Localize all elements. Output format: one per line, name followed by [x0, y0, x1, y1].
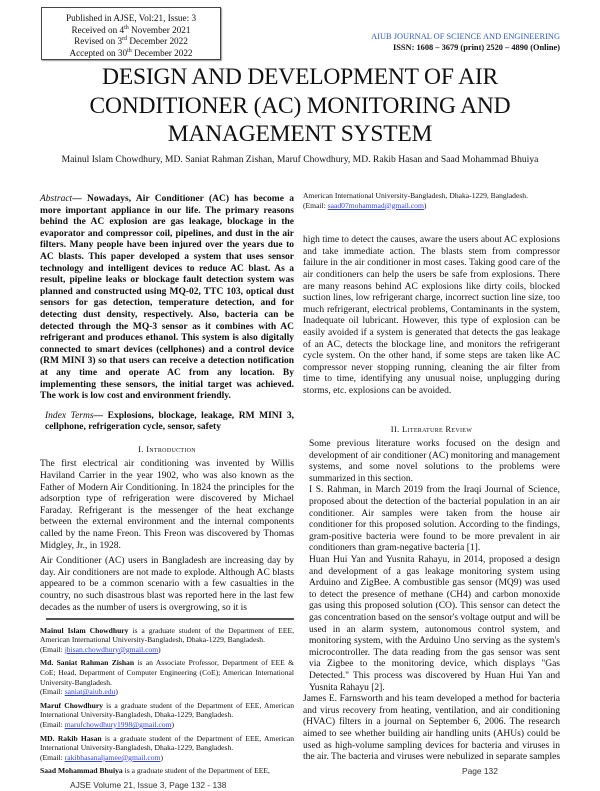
paper-title: DESIGN AND DEVELOPMENT OF AIR CONDITIONER (AC) MONITORING AND MANAGEMENT SYSTEM: [89, 64, 511, 147]
intro-paragraph-2-continued: high time to detect the causes, aware the users about AC explosions and take immediate action. The blasts stem from compressor failure in the air conditioner in most cases. Taking good care of the air conditioners can help the users be safe from explosions. There are many reasons behind AC explosions like dirty coils, blocked suction lines, low refrigerant charge, incorrect suction line size, too much refrigerant, electrical problems, Contaminants in the system, Inadequate oil lubricant. However, this type of explosion can be easily avoided if a system is generated that detects the gas leakage of an AC, detects the blockage line, and monitors the refrigerant cycle system. On the other hand, if some steps are taken like AC compressor never stopping running, cleaning the air filter from time to time, identifying any unusual noise, unplugging during storms, etc. explosions can be avoided.: [303, 235, 560, 396]
lit-paragraph-4: James E. Farnsworth and his team developed a method for bacteria and virus recovery from heating, ventilation, and air conditioning (HVAC) filters in a journal on September 6, 2006. The research aimed to see whether building air handling units (AHUs) could be used as high-volume sampling devices for bacteria and viruses in the air. The bacteria and viruses were nebulized in separate samples: [303, 694, 561, 763]
received-text: Received on 4: [71, 24, 125, 35]
accepted-sup: th: [127, 47, 132, 54]
received-line: [42, 25, 220, 37]
revised-text: Revised on 3: [74, 36, 123, 47]
footer-page-number: Page 132: [462, 765, 498, 776]
footnote-name: Mainul Islam Chowdhury: [40, 625, 129, 635]
lit-paragraph-2: I S. Rahman, in March 2019 from the Iraqi Journal of Science, proposed about the detection of the bacterial population in an air conditioner. Air samples were taken from the house air conditioner for this proposed solution. According to the findings, gram-positive bacteria were found to be more prevalent in air conditioners than gram-negative bacteria [1].: [309, 485, 560, 554]
accepted-date: December 2022: [131, 47, 193, 58]
index-terms-label: Index Terms: [45, 410, 94, 421]
footnote-text: is an Associate Professor, Department of EEE & CoE; Head, Department of Computer Engineering (CoE); American International University-Bangladesh.: [40, 658, 295, 687]
received-date: November 2021: [128, 24, 191, 35]
email-link[interactable]: rakibhasanaljamee@gmail.com: [64, 752, 161, 762]
footnote-text: is a graduate student of the Department of EEE, American International University-Bangladesh, Dhaka-1229, Bangladesh.: [40, 625, 295, 645]
intro-heading: I. Introduction: [138, 443, 196, 454]
abstract-text: — Nowadays, Air Conditioner (AC) has become a more important appliance in our life. The primary reasons behind the AC explosion are gas leakage, blockage in the evaporator and compressor coil, pipelines, and dust in the air filters. Many people have been injured over the years due to AC blasts. This paper developed a system that uses sensor technology and intelligent devices to reduce AC blast. As a result, pipeline leaks or blockage fault detection system was planned and constructed using MQ-02, TTC 103, optical dust sensors for gas detection, temperature detection, and for detecting dust density, respectively. Also, bacteria can be detected through the MQ-3 sensor as it combines with AC refrigerant and produces ethanol. This system is also digitally connected to smart devices (cellphones) and a control device (RM MINI 3) so that users can receive a detection notification at any time and operate AC from any location. By implementing these sensors, the initial target was achieved. The work is low cost and environment friendly.: [40, 194, 294, 402]
intro-paragraph-2: Air Conditioner (AC) users in Bangladesh are increasing day by day. Air conditioners are not made to explode. Although AC blasts appeared to be a common scenario with a few casualties in the country, no such disastrous blast was reported here in the last few decades as the number of users is overgrowing, so it is: [40, 556, 294, 613]
email-label: (Email:: [303, 200, 328, 210]
email-link[interactable]: saad07mohammad@gmail.com: [327, 200, 424, 210]
index-terms: [45, 411, 294, 434]
footnote-3: [40, 701, 294, 730]
footnote-name: Maruf Chowdhury: [40, 700, 104, 710]
publication-info-box: [41, 7, 221, 60]
journal-issn: ISSN: 1608 – 3679 (print) 2520 – 4890 (Online): [392, 43, 560, 52]
email-link[interactable]: jhisan.chowdhury@gmail.com: [64, 644, 159, 654]
email-close: ): [171, 720, 174, 730]
abstract-label: Abstract: [40, 194, 73, 204]
email-label: (Email:: [40, 720, 65, 730]
footnote-name: Saad Mohammad Bhuiya: [40, 766, 123, 776]
accepted-line: [42, 48, 220, 60]
literature-review-body: [303, 439, 560, 764]
published-line: Published in AJSE, Vol:21, Issue: 3: [65, 13, 197, 23]
footnote-2: [40, 658, 294, 696]
email-label: (Email:: [40, 752, 65, 762]
revised-line: [42, 36, 220, 48]
footnote-text: is a graduate student of the Department of EEE, American International University-Bangladesh, Dhaka-1229, Bangladesh.: [40, 700, 294, 720]
email-close: ): [423, 200, 427, 210]
email-link[interactable]: marufchowdhury1998@gmail.com: [64, 720, 172, 730]
author-footnotes: [40, 626, 294, 776]
footnote-text: is a graduate student of the Department of EEE, American International University-Bangladesh, Dhaka-1229, Bangladesh.: [40, 733, 294, 753]
authors: Mainul Islam Chowdhury, MD. Saniat Rahman Zishan, Maruf Chowdhury, MD. Rakib Hasan and Saad Mohammad Bhuiya: [61, 154, 539, 165]
email-close: ): [158, 644, 161, 654]
email-link[interactable]: saniat@aiub.edu: [64, 687, 116, 697]
revised-date: December 2022: [127, 36, 188, 47]
received-sup: th: [124, 24, 129, 31]
email-label: (Email:: [40, 687, 65, 697]
right-column: [303, 191, 560, 777]
footnote-continuation: [303, 191, 560, 210]
email-label: (Email:: [40, 644, 65, 654]
accepted-text: Accepted on 30: [69, 47, 128, 58]
journal-name: AIUB JOURNAL OF SCIENCE AND ENGINEERING: [371, 32, 560, 41]
abstract: [40, 194, 294, 403]
literature-review-heading: II. Literature Review: [390, 423, 473, 434]
email-close: ): [115, 687, 118, 697]
footnote-5: [40, 766, 294, 776]
intro-paragraph-1: The first electrical air conditioning was invented by Willis Haviland Carrier in the year 1902, who was also known as the Father of Modern Air Conditioning. In 1824 the principles for the adsorption type of refrigeration were discovered by Michael Faraday. Refrigerant is the messenger of the heat exchange between the external environment and the internal components called by the name Freon. This Freon was discovered by Thomas Midgley, Jr., in 1928.: [40, 459, 294, 551]
index-terms-text: — Explosions, blockage, leakage, RM MINI 3, cellphone, refrigeration cycle, sensor, safety: [45, 410, 295, 433]
left-column: [40, 194, 294, 791]
footnote-name: Md. Saniat Rahman Zishan: [40, 658, 135, 668]
footnote-divider: [46, 618, 294, 620]
lit-paragraph-1: Some previous literature works focused on the design and development of air conditioner (AC) monitoring and management systems, and some novel solutions to the problems were summarized in this section.: [309, 439, 560, 484]
journal-header: [371, 31, 560, 53]
lit-paragraph-3: Huan Hui Yan and Yusnita Rahayu, in 2014, proposed a design and development of a gas leakage monitoring system using Arduino and ZigBee. A combustible gas sensor (MQ9) was used to detect the presence of methane (CH4) and carbon monoxide gas using this proposed solution (CO). This sensor can detect the gas concentration based on the sensor's voltage output and will be used in an alarm system, autonomous control system, and monitoring system, with the Arduino Uno serving as the system's microcontroller. The data reading from the gas sensor was sent via Zigbee to the monitoring device, which displays "Gas Detected." This process was discovered by Huan Hui Yan and Yusnita Rahayu [2].: [309, 555, 560, 693]
email-close: ): [160, 752, 163, 762]
footnote-name: MD. Rakib Hasan: [40, 733, 102, 743]
revised-sup: rd: [122, 36, 128, 43]
footnote-4: [40, 734, 294, 763]
footnote-text: is a graduate student of the Department of EEE,: [122, 766, 270, 776]
footnote-1: [40, 626, 294, 655]
footer-volume-info: AJSE Volume 21, Issue 3, Page 132 - 138: [70, 780, 227, 790]
footnote-text: American International University-Bangladesh, Dhaka-1229, Bangladesh.: [303, 191, 529, 200]
